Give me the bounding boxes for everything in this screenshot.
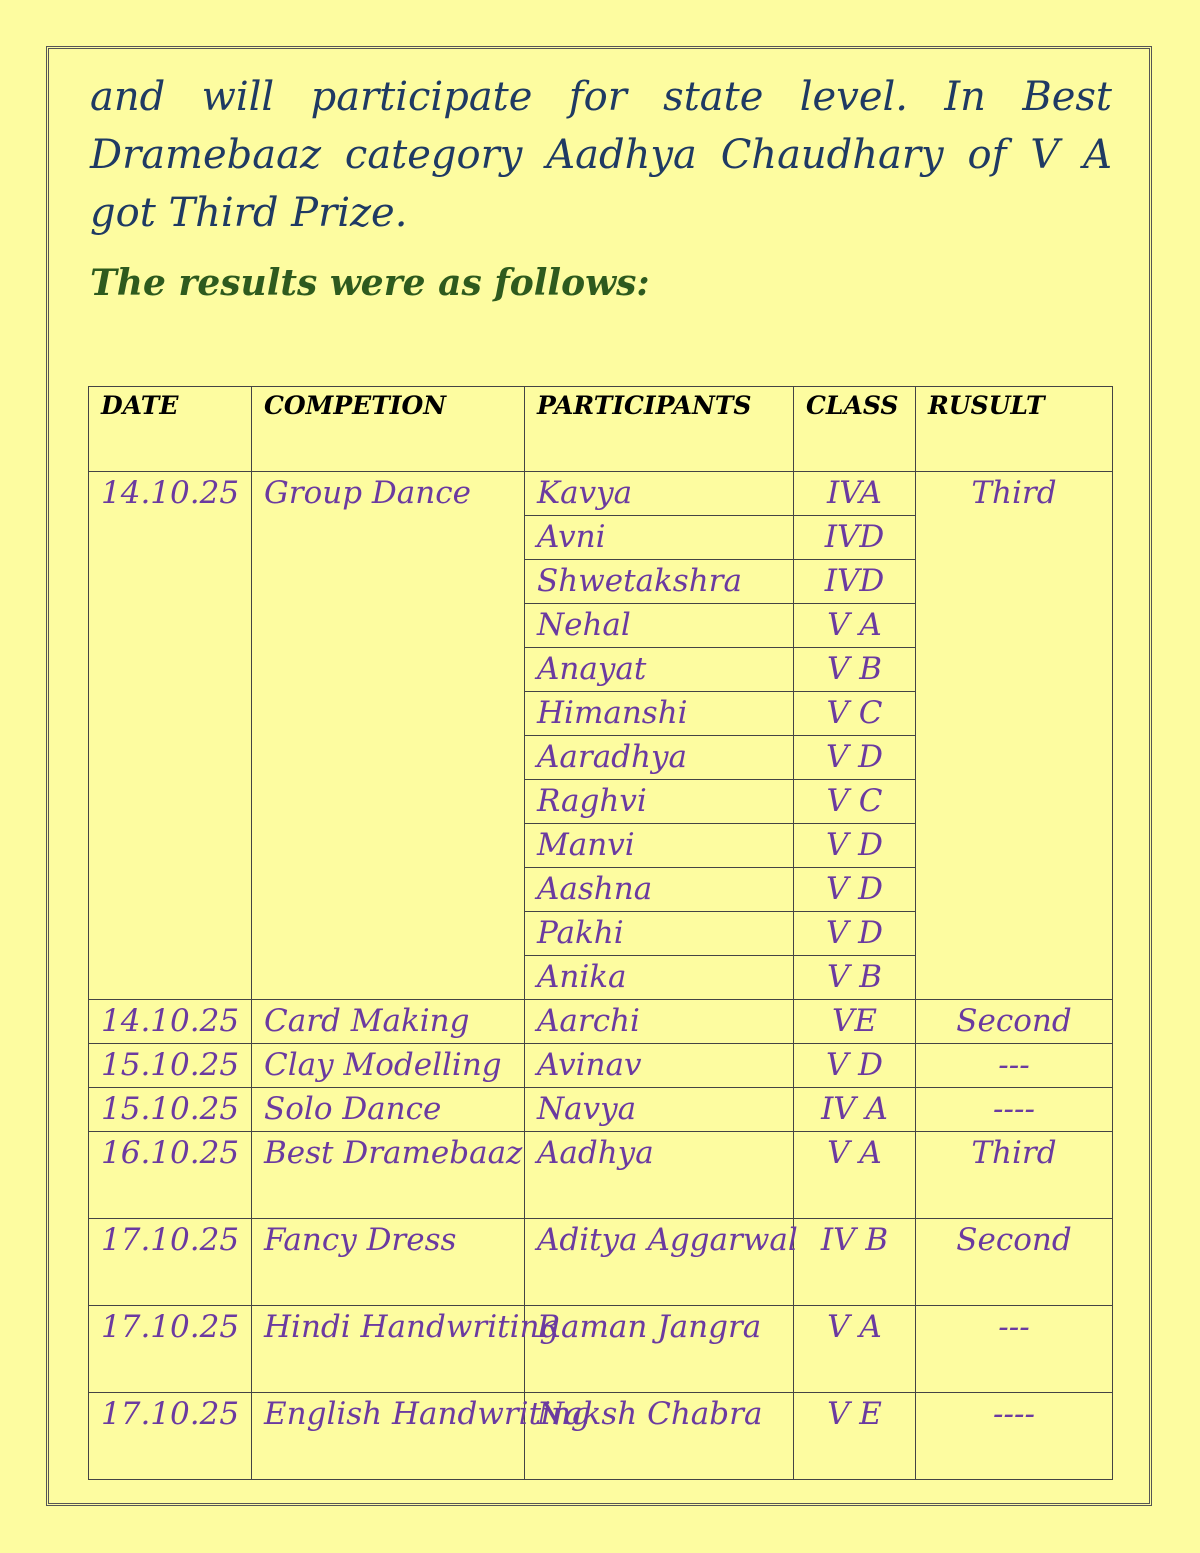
row-class: IV A (794, 1088, 916, 1132)
table-row (89, 1044, 1113, 1088)
group-dance-date: 14.10.25 (89, 472, 252, 1000)
header-row (89, 387, 1113, 472)
participant-class: V D (794, 868, 916, 912)
participant-class: IVD (794, 560, 916, 604)
row-class: V E (794, 1393, 916, 1480)
participant-class: V C (794, 780, 916, 824)
header-participants: PARTICIPANTS (525, 387, 794, 472)
row-participant: Aditya Aggarwal (525, 1219, 794, 1306)
participant-name: Avni (525, 516, 794, 560)
row-date: 17.10.25 (89, 1219, 252, 1306)
row-participant: Navya (525, 1088, 794, 1132)
participant-name: Raghvi (525, 780, 794, 824)
row-participant: Aadhya (525, 1132, 794, 1219)
row-competition: Hindi Handwriting (252, 1306, 525, 1393)
table-row (89, 1132, 1113, 1219)
row-result: Third (916, 1132, 1113, 1219)
table-row (89, 1306, 1113, 1393)
row-date: 15.10.25 (89, 1088, 252, 1132)
participant-name: Aashna (525, 868, 794, 912)
participant-name: Shwetakshra (525, 560, 794, 604)
participant-class: V B (794, 956, 916, 1000)
row-date: 17.10.25 (89, 1306, 252, 1393)
participant-name: Anayat (525, 648, 794, 692)
row-participant: Avinav (525, 1044, 794, 1088)
participant-name: Kavya (525, 472, 794, 516)
row-class: V D (794, 1044, 916, 1088)
table-row (89, 1393, 1113, 1480)
row-class: IV B (794, 1219, 916, 1306)
participant-class: IVD (794, 516, 916, 560)
row-participant: Raman Jangra (525, 1306, 794, 1393)
table-row (89, 1088, 1113, 1132)
row-competition: Best Dramebaaz (252, 1132, 525, 1219)
row-result: ---- (916, 1393, 1113, 1480)
row-result: --- (916, 1306, 1113, 1393)
header-date: DATE (89, 387, 252, 472)
group-dance-result: Third (916, 472, 1113, 1000)
row-competition: Solo Dance (252, 1088, 525, 1132)
row-date: 15.10.25 (89, 1044, 252, 1088)
row-result: --- (916, 1044, 1113, 1088)
participant-class: V B (794, 648, 916, 692)
row-competition: Fancy Dress (252, 1219, 525, 1306)
participant-name: Anika (525, 956, 794, 1000)
header-class: CLASS (794, 387, 916, 472)
row-date: 17.10.25 (89, 1393, 252, 1480)
participant-class: V D (794, 824, 916, 868)
table-row (89, 1000, 1113, 1044)
participant-class: V D (794, 912, 916, 956)
row-participant: Naksh Chabra (525, 1393, 794, 1480)
row-result: Second (916, 1219, 1113, 1306)
participant-name: Pakhi (525, 912, 794, 956)
results-heading: The results were as follows: (90, 262, 650, 304)
table-row (89, 472, 1113, 516)
participant-name: Manvi (525, 824, 794, 868)
participant-class: V D (794, 736, 916, 780)
participant-class: V A (794, 604, 916, 648)
header-competition: COMPETION (252, 387, 525, 472)
row-date: 14.10.25 (89, 1000, 252, 1044)
participant-name: Aaradhya (525, 736, 794, 780)
participant-name: Nehal (525, 604, 794, 648)
row-competition: Card Making (252, 1000, 525, 1044)
group-dance-competition: Group Dance (252, 472, 525, 1000)
row-class: VE (794, 1000, 916, 1044)
participant-name: Himanshi (525, 692, 794, 736)
intro-paragraph: and will participate for state level. In Best Dramebaaz category Aadhya Chaudhary of V A got Third Prize. (90, 74, 1112, 236)
header-result: RUSULT (916, 387, 1113, 472)
results-table (88, 386, 1113, 1480)
participant-class: V C (794, 692, 916, 736)
row-class: V A (794, 1132, 916, 1219)
row-competition: English Handwriting (252, 1393, 525, 1480)
row-result: ---- (916, 1088, 1113, 1132)
row-class: V A (794, 1306, 916, 1393)
row-result: Second (916, 1000, 1113, 1044)
row-participant: Aarchi (525, 1000, 794, 1044)
row-competition: Clay Modelling (252, 1044, 525, 1088)
row-date: 16.10.25 (89, 1132, 252, 1219)
table-row (89, 1219, 1113, 1306)
participant-class: IVA (794, 472, 916, 516)
